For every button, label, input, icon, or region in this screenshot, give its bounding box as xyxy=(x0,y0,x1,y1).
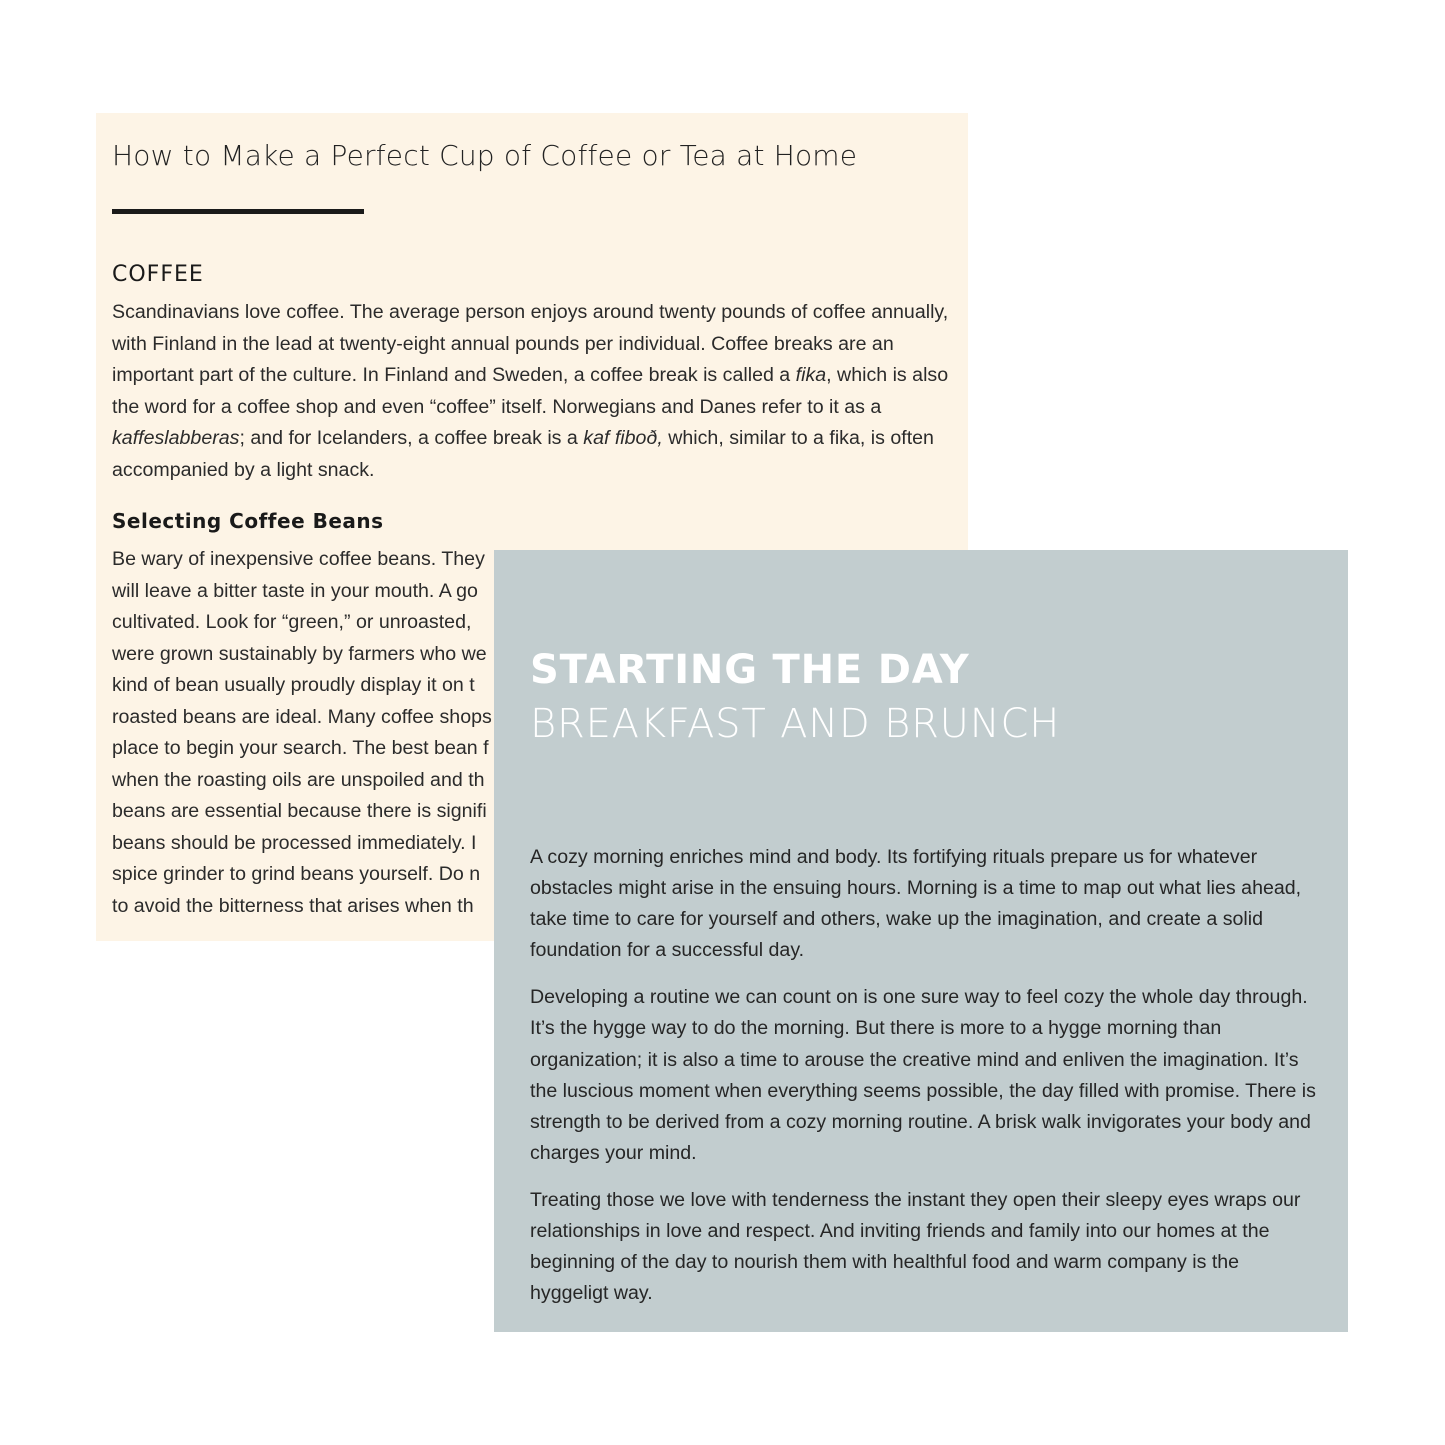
beans-line: were grown sustainably by farmers who we xyxy=(112,642,487,665)
body-paragraph: Treating those we love with tenderness the instant they open their sleepy eyes wraps our relationships in love and respect. And inviting friends and family into our homes at the beginning of the day to nourish them with healthful food and warm company is the hyggeligt way. xyxy=(530,1188,1301,1305)
title-rule xyxy=(112,209,364,214)
beans-line: spice grinder to grind beans yourself. Do n xyxy=(112,863,481,885)
chapter-heading xyxy=(530,643,1060,751)
chapter-heading-line2: BREAKFAST AND BRUNCH xyxy=(530,701,1061,747)
beans-line: cultivated. Look for “green,” or unroasted, xyxy=(112,611,472,633)
coffee-section-heading: COFFEE xyxy=(112,262,204,287)
selecting-beans-subheading: Selecting Coffee Beans xyxy=(112,509,384,533)
beans-line: to avoid the bitterness that arises when th xyxy=(112,894,474,917)
term-kaffibod: kaf fiboð, xyxy=(583,427,663,449)
beans-line: will leave a bitter taste in your mouth. A go xyxy=(112,579,478,602)
beans-line: beans should be processed immediately. I xyxy=(112,831,477,854)
term-kaffeslabberas: kaffeslabberas xyxy=(112,427,240,449)
beans-line: roasted beans are ideal. Many coffee shops xyxy=(112,705,492,728)
beans-line: kind of bean usually proudly display it on t xyxy=(112,674,475,696)
body-paragraph: Developing a routine we can count on is one sure way to feel cozy the whole day through. It’s the hygge way to do the morning. But there is more to a hygge morning than organization; it is also a time to arouse the creative mind and enliven the imagination. It’s the luscious moment when everything seems possible, the day filled with promise. There is strength to be derived from a cozy morning routine. A brisk walk invigorates your body and charges your mind. xyxy=(530,986,1316,1164)
beans-line: place to begin your search. The best bean f xyxy=(112,737,489,759)
body-paragraph: A cozy morning enriches mind and body. Its fortifying rituals prepare us for whatever obstacles might arise in the ensuing hours. Morning is a time to map out what lies ahead, take time to care for yourself and others, wake up the imagination, and create a solid foundation for a successful day. xyxy=(530,846,1302,962)
term-fika: fika xyxy=(795,364,827,386)
beans-line: beans are essential because there is signifi xyxy=(112,800,487,822)
beans-line: when the roasting oils are unspoiled and th xyxy=(112,768,485,791)
breakfast-page xyxy=(494,550,1348,1332)
beans-line: Be wary of inexpensive coffee beans. They xyxy=(112,548,485,570)
coffee-intro-paragraph: Scandinavians love coffee. The average person enjoys around twenty pounds of coffee annually, with Finland in the lead at twenty-eight annual pounds per individual. Coffee breaks are an important part of the culture. In Finland and Sweden, a coffee break is called a fika, which is also the word for a coffee shop and even “coffee” itself. Norwegians and Danes refer to it as a kaffeslabberas; and for Icelanders, a coffee break is a kaf fiboð, which, similar to a fika, is often accompanied by a light snack. xyxy=(112,301,949,481)
chapter-heading-line1: STARTING THE DAY xyxy=(530,647,970,693)
chapter-body xyxy=(530,842,1320,1325)
page-title: How to Make a Perfect Cup of Coffee or Tea at Home xyxy=(112,139,858,172)
